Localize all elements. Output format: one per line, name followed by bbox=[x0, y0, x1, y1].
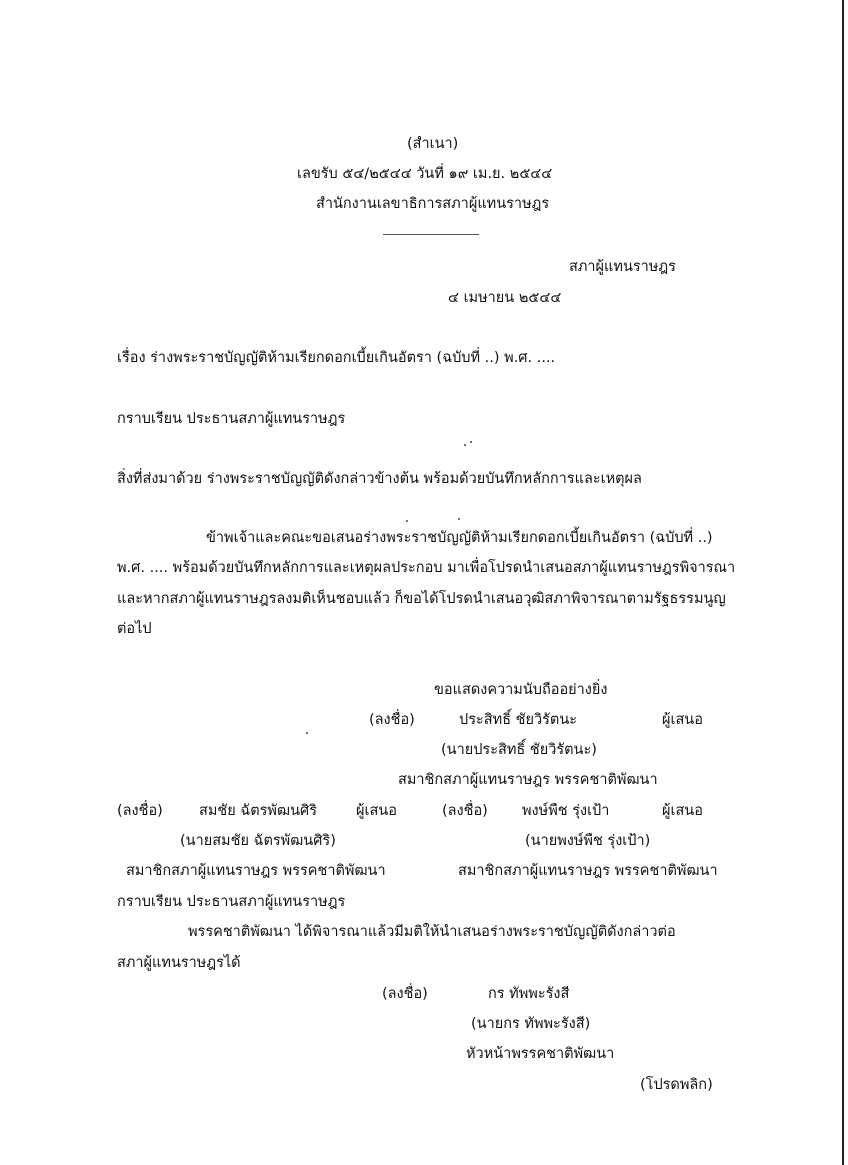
main-signatory-position: สมาชิกสภาผู้แทนราษฎร พรรคชาติพัฒนา bbox=[398, 772, 658, 788]
body-line-3: และหากสภาผู้แทนราษฎรลงมติเห็นชอบแล้ว ก็ขอได้โปรดนำเสนอวุฒิสภาพิจารณาตามรัฐธรรมนูญ bbox=[117, 591, 726, 607]
body-line-1: ข้าพเจ้าและคณะขอเสนอร่างพระราชบัญญัติห้ามเรียกดอกเบี้ยเกินอัตรา (ฉบับที่ ..) bbox=[206, 530, 713, 546]
endorsement-full-name: (นายกร ทัพพะรังสี) bbox=[471, 1016, 591, 1032]
right-signatory-full-name: (นายพงษ์พืช รุ่งเป้า) bbox=[525, 833, 651, 849]
salutation: กราบเรียน ประธานสภาผู้แทนราษฎร bbox=[117, 411, 346, 427]
endorsement-salutation: กราบเรียน ประธานสภาผู้แทนราษฎร bbox=[117, 894, 346, 910]
endorsement-position: หัวหน้าพรรคชาติพัฒนา bbox=[466, 1046, 615, 1062]
scan-speck bbox=[464, 444, 466, 446]
right-signatory-name: พงษ์พืช รุ่งเป้า bbox=[522, 803, 610, 819]
left-signatory-position: สมาชิกสภาผู้แทนราษฎร พรรคชาติพัฒนา bbox=[126, 863, 386, 879]
enclosure-line: สิ่งที่ส่งมาด้วย ร่างพระราชบัญญัติดังกล่าวข้างต้น พร้อมด้วยบันทึกหลักการและเหตุผล bbox=[117, 471, 642, 487]
endorsement-name: กร ทัพพะรังสี bbox=[488, 986, 570, 1002]
office-name: สำนักงานเลขาธิการสภาผู้แทนราษฎร bbox=[316, 196, 550, 212]
endorsement-line-2: สภาผู้แทนราษฎรได้ bbox=[117, 955, 241, 971]
copy-mark: (สำเนา) bbox=[407, 136, 459, 152]
scan-speck bbox=[406, 520, 408, 522]
subject-line: เรื่อง ร่างพระราชบัญญัติห้ามเรียกดอกเบี้ยเกินอัตรา (ฉบับที่ ..) พ.ศ. .... bbox=[117, 350, 556, 366]
right-signatory-role: ผู้เสนอ bbox=[662, 803, 703, 819]
sender-date: ๔ เมษายน ๒๕๔๔ bbox=[448, 290, 562, 306]
endorsement-signed-label: (ลงชื่อ) bbox=[382, 986, 428, 1002]
sender-org: สภาผู้แทนราษฎร bbox=[569, 259, 676, 275]
header-divider bbox=[383, 234, 479, 235]
receipt-line: เลขรับ ๕๔/๒๕๔๔ วันที่ ๑๙ เม.ย. ๒๕๔๔ bbox=[297, 166, 553, 182]
scan-speck bbox=[306, 732, 308, 734]
main-signatory-role: ผู้เสนอ bbox=[662, 712, 703, 728]
please-turn-over: (โปรดพลิก) bbox=[640, 1077, 713, 1093]
main-signatory-full-name: (นายประสิทธิ์ ชัยวิรัตนะ) bbox=[441, 742, 597, 758]
scan-speck bbox=[458, 518, 460, 520]
left-signatory-name: สมชัย ฉัตรพัฒนศิริ bbox=[199, 803, 317, 819]
page-edge-line bbox=[842, 0, 844, 1165]
left-signed-label: (ลงชื่อ) bbox=[117, 803, 163, 819]
main-signed-label: (ลงชื่อ) bbox=[369, 712, 415, 728]
main-signatory-name: ประสิทธิ์ ชัยวิรัตนะ bbox=[459, 712, 578, 728]
endorsement-line-1: พรรคชาติพัฒนา ได้พิจารณาแล้วมีมติให้นำเสนอร่างพระราชบัญญัติดังกล่าวต่อ bbox=[188, 924, 676, 940]
left-signatory-full-name: (นายสมชัย ฉัตรพัฒนศิริ) bbox=[180, 833, 336, 849]
scan-speck bbox=[470, 441, 472, 443]
right-signatory-position: สมาชิกสภาผู้แทนราษฎร พรรคชาติพัฒนา bbox=[458, 863, 718, 879]
right-signed-label: (ลงชื่อ) bbox=[442, 803, 488, 819]
closing: ขอแสดงความนับถืออย่างยิ่ง bbox=[434, 682, 608, 698]
left-signatory-role: ผู้เสนอ bbox=[356, 803, 397, 819]
body-line-2: พ.ศ. .... พร้อมด้วยบันทึกหลักการและเหตุผลประกอบ มาเพื่อโปรดนำเสนอสภาผู้แทนราษฎรพิจารณา bbox=[117, 560, 736, 576]
body-line-4: ต่อไป bbox=[117, 621, 152, 637]
